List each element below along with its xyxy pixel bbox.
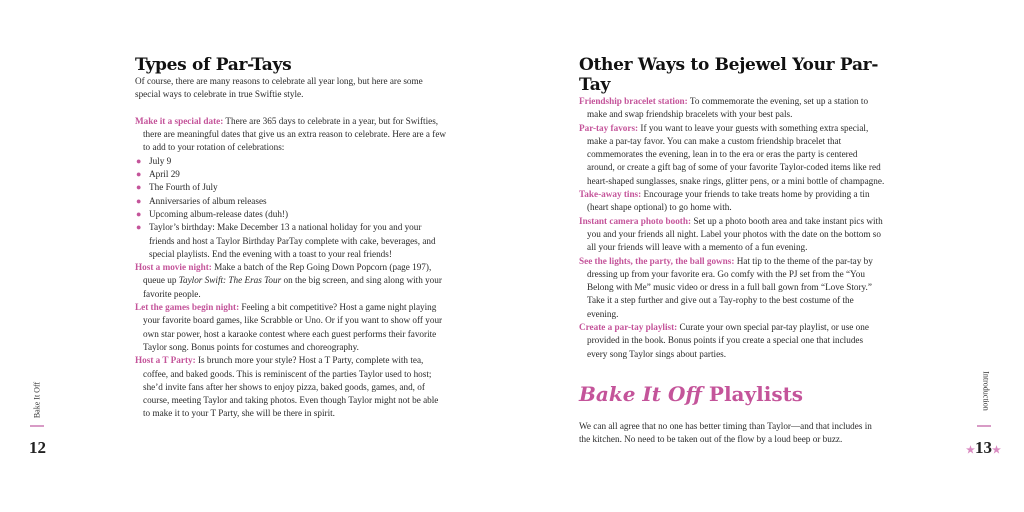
page-number-right-wrap bbox=[966, 438, 1001, 458]
entry-playlist: Create a par-tay playlist: Curate your own special par-tay playlist, or use one provided in the book. Bonus points if you create a special one that includes every song Taylor sings about parties. bbox=[579, 322, 869, 359]
divider-left bbox=[30, 425, 44, 427]
star-icon: ★ bbox=[991, 445, 1001, 456]
list-item: ● July 9 bbox=[135, 155, 447, 168]
entry-text: There are 365 days to celebrate in a year, but for Swifties, there are meaningful dates that give us an extra reason to celebrate. Here are a few to add to your rotation of celebrations: bbox=[143, 115, 447, 153]
running-head-right: Introduction bbox=[981, 371, 991, 411]
bullet-icon: ● bbox=[136, 195, 142, 206]
list-item: ● The Fourth of July bbox=[135, 181, 447, 194]
entry-games-night: Let the games begin night: Feeling a bit competitive? Host a game night playing your favorite board games, like Scrabble or Uno. Or if you want to show off your own star power, host a karaoke contest where each guest performs their favorite Taylor song. Bonus points for costumes and choreography. bbox=[135, 302, 443, 352]
left-page-content bbox=[135, 55, 447, 421]
intro-paragraph: Of course, there are many reasons to celebrate all year long, but here are some special ways to celebrate in true Swiftie style. bbox=[135, 76, 423, 100]
entry-special-date bbox=[135, 115, 447, 155]
entry-label: Make it a special date: bbox=[135, 115, 224, 126]
entry-ball-gowns: See the lights, the party, the ball gowns: Hat tip to the theme of the par-tay by dressing up from your favorite era. Go comfy with the PJ set from the “You Belong with Me” music video or dress in a full ball gown from “Love Story.” Take it a step further and give out a Tay-rophy to the best costume of the evening. bbox=[579, 255, 873, 319]
list-item: ● Taylor’s birthday: Make December 13 a national holiday for you and your friends and host a Taylor Birthday ParTay complete with cake, beverages, and special playlists. End the evening with a toast to your real friends! bbox=[136, 222, 436, 259]
entry-label: Host a T Party: bbox=[135, 355, 196, 366]
entry-label: Host a movie night: bbox=[135, 262, 212, 273]
playlists-section bbox=[579, 382, 885, 447]
list-item: ● April 29 bbox=[135, 168, 447, 181]
section-title-playlists: Bake It Off Playlists bbox=[579, 382, 804, 406]
bullet-icon: ● bbox=[136, 208, 142, 219]
bullet-icon: ● bbox=[136, 182, 142, 193]
bullet-icon: ● bbox=[136, 222, 142, 233]
divider-right bbox=[977, 425, 991, 427]
list-item: ● Upcoming album-release dates (duh!) bbox=[135, 208, 447, 221]
entry-takeaway-tins: Take-away tins: Encourage your friends to take treats home by providing a tin (heart shape optional) to go home with. bbox=[579, 189, 870, 213]
running-head-left: Bake It Off bbox=[32, 381, 42, 419]
dates-list bbox=[135, 155, 447, 261]
entry-t-party: Host a T Party: Is brunch more your style? Host a T Party, complete with tea, coffee, and baked goods. This is reminiscent of the parties Taylor used to host; she’d invite fans after her shows to enjoy pizza, baked goods, games, and, of course, meeting Taylor and taking photos. Even though Taylor might not be able to make it to your T Party, she will be there in spirit. bbox=[135, 355, 439, 419]
section-title-other-ways: Other Ways to Bejewel Your Par-Tay bbox=[579, 55, 879, 95]
entry-movie-night: Host a movie night: Make a batch of the Rep Going Down Popcorn (page 197), queue up Taylor Swift: The Eras Tour on the big screen, and sing along with your favorite people. bbox=[135, 262, 442, 299]
playlists-paragraph: We can all agree that no one has better timing than Taylor—and that includes in the kitchen. No need to be taken out of the flow by a loud beep or buzz. bbox=[579, 421, 872, 445]
page-number-right: 13 bbox=[974, 438, 992, 457]
right-page-content bbox=[579, 55, 885, 361]
film-title: Taylor Swift: The Eras Tour bbox=[178, 275, 282, 286]
entry-partay-favors: Par-tay favors: If you want to leave your guests with something extra special, make a par-tay favor. You can make a custom friendship bracelet that commemorates the evening, lean in to the era or eras the party is centered around, or create a gift bag of some of your favorite Taylor-coded items like red heart-shaped sunglasses, snake rings, glitter pens, or a mini bottle of champagne. bbox=[579, 122, 885, 186]
page-number-left: 12 bbox=[29, 438, 46, 457]
entry-photo-booth: Instant camera photo booth: Set up a photo booth area and take instant pics with you and your friends all night. Label your photos with the date on the bottom so all your friends will leave with a memento of a fun evening. bbox=[579, 215, 883, 253]
section-title-types-of-partays: Types of Par-Tays bbox=[135, 55, 292, 75]
list-item: ● Anniversaries of album releases bbox=[135, 195, 447, 208]
bullet-icon: ● bbox=[136, 155, 142, 166]
entry-label: Let the games begin night: bbox=[135, 302, 240, 313]
entry-friendship-bracelet: Friendship bracelet station: To commemorate the evening, set up a station to make and swap friendship bracelets with your best pals. bbox=[579, 96, 869, 120]
bullet-icon: ● bbox=[136, 169, 142, 180]
star-icon: ★ bbox=[966, 445, 975, 456]
